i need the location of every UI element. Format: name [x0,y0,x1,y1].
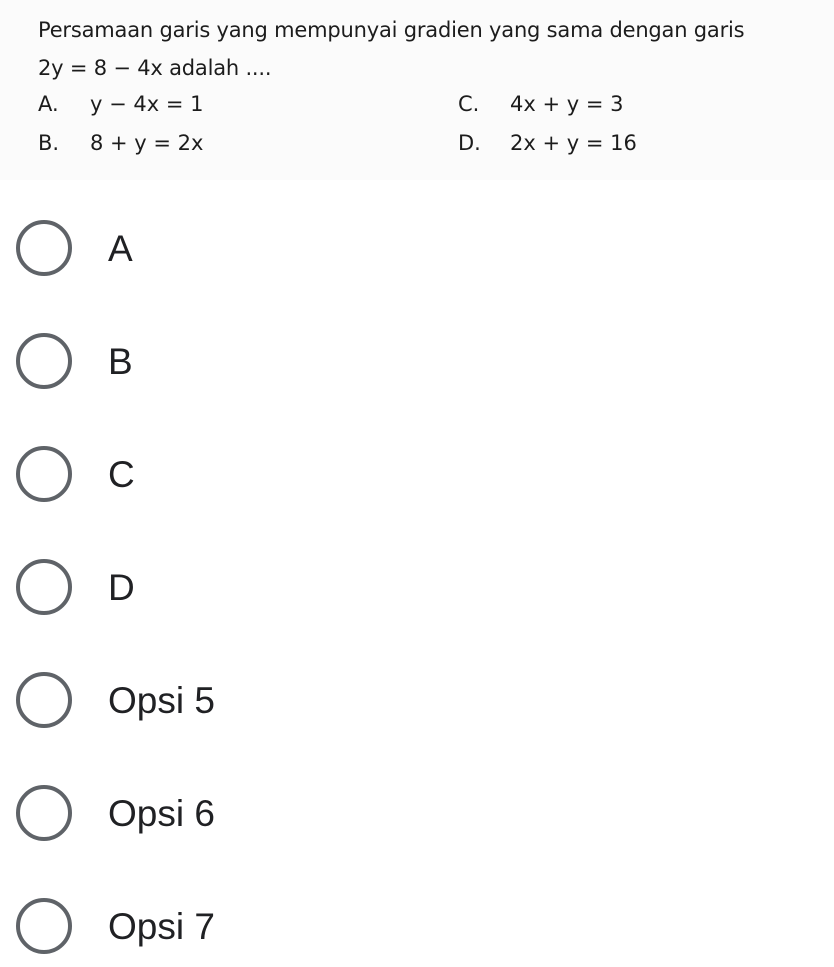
choice-letter: C. [458,92,480,116]
choice-expression: 8 + y = 2x [90,131,204,155]
question-text-line-1: Persamaan garis yang mempunyai gradien yang sama dengan garis [38,18,745,42]
question-text-line-2: 2y = 8 − 4x adalah .... [38,56,272,80]
option-label: D [108,567,135,608]
option-label: C [108,454,135,495]
option-label: Opsi 6 [108,793,215,834]
option-label: A [108,228,133,269]
option-b[interactable] [0,308,834,398]
question-image [0,0,834,180]
radio-button[interactable] [16,446,72,502]
radio-button[interactable] [16,898,72,954]
option-5[interactable] [0,647,834,737]
radio-button[interactable] [16,785,72,841]
choice-letter: B. [38,131,60,155]
radio-button[interactable] [16,559,72,615]
choice-letter: D. [458,131,481,155]
option-label: Opsi 5 [108,680,215,721]
choice-expression: 2x + y = 16 [510,131,637,155]
option-6[interactable] [0,760,834,850]
option-a[interactable] [0,195,834,285]
option-d[interactable] [0,534,834,624]
choice-expression: 4x + y = 3 [510,92,624,116]
option-label: B [108,341,133,382]
option-c[interactable] [0,421,834,511]
choice-letter: A. [38,92,59,116]
radio-button[interactable] [16,672,72,728]
radio-button[interactable] [16,333,72,389]
radio-button[interactable] [16,220,72,276]
choice-expression: y − 4x = 1 [90,92,204,116]
option-label: Opsi 7 [108,906,215,947]
option-7[interactable] [0,873,834,963]
